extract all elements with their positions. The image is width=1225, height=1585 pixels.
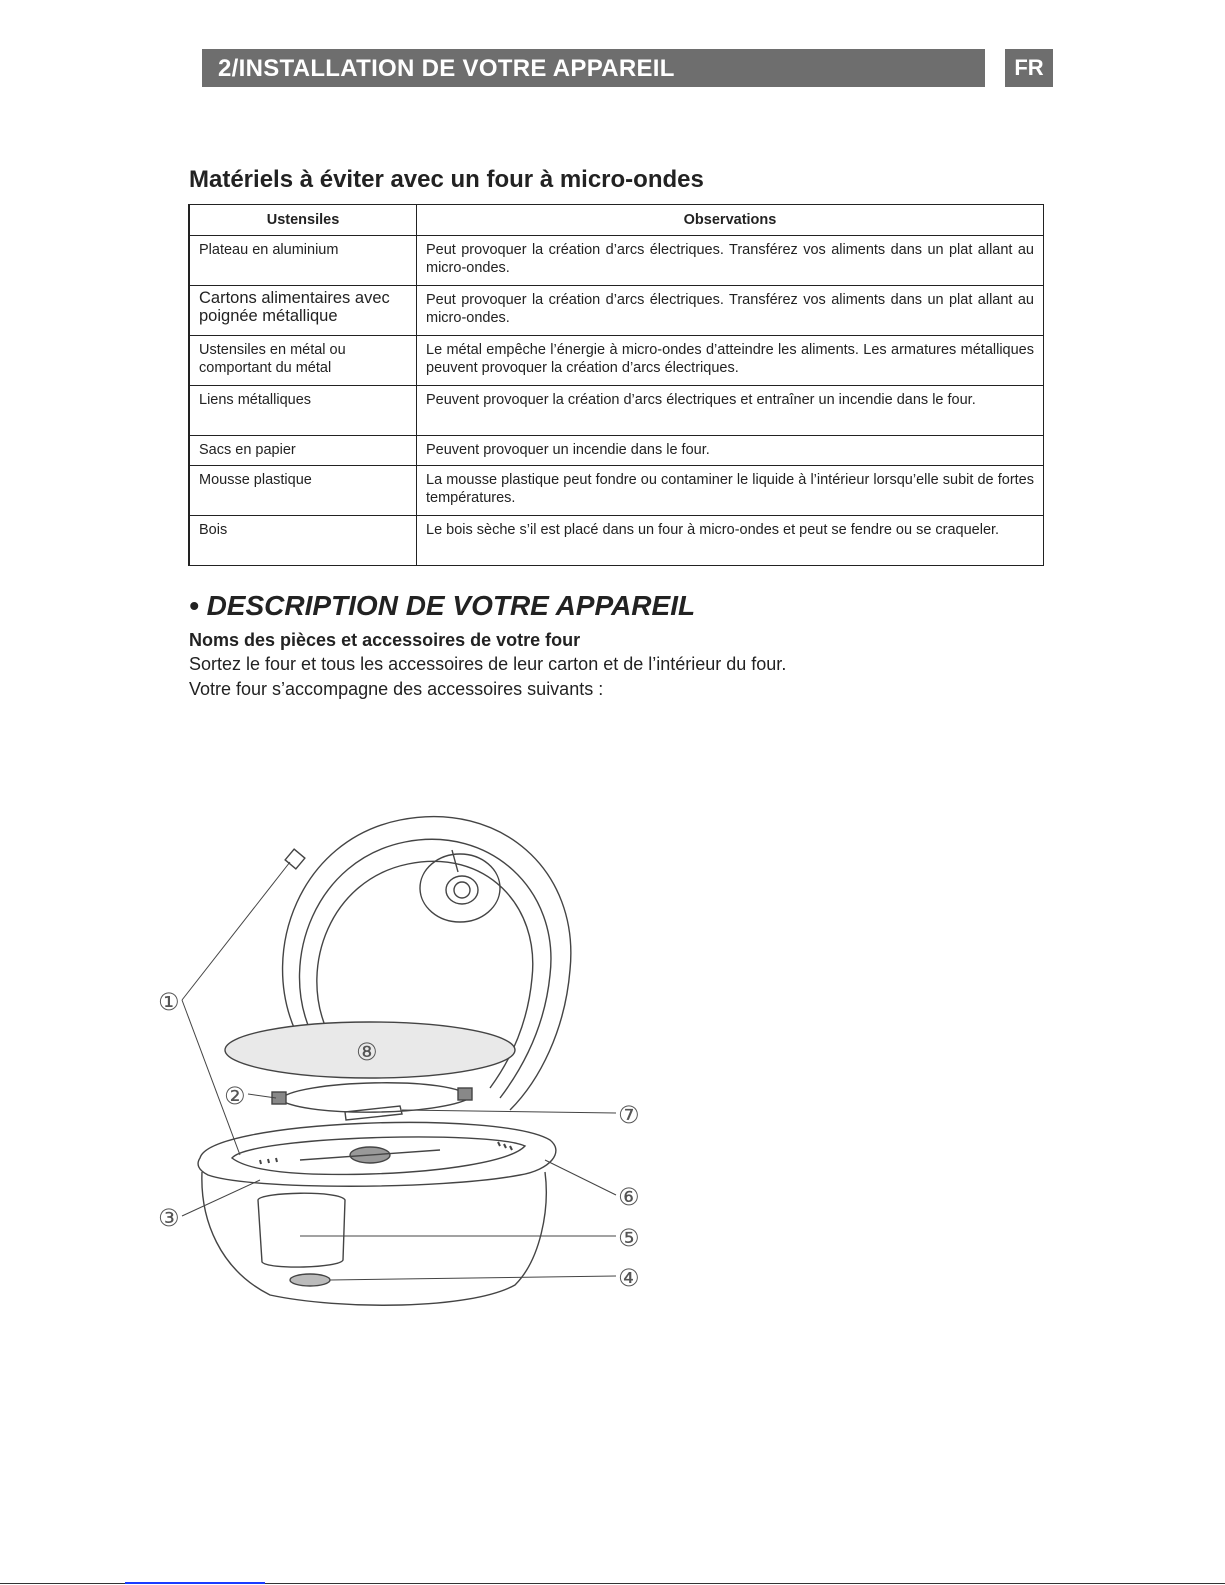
language-badge: FR — [1005, 49, 1053, 87]
observation-cell: Peut provoquer la création d’arcs électriques. Transférez vos aliments dans un plat allant au micro-ondes. — [417, 286, 1044, 336]
ustensile-cell: Plateau en aluminium — [189, 236, 417, 286]
control-panel — [258, 1193, 345, 1267]
coupler — [345, 1106, 402, 1120]
observation-cell: La mousse plastique peut fondre ou contaminer le liquide à l’intérieur lorsqu’elle subit de fortes températures. — [417, 466, 1044, 516]
description-heading: • DESCRIPTION DE VOTRE APPAREIL — [189, 590, 696, 621]
description-line-2: Votre four s’accompagne des accessoires suivants : — [189, 679, 604, 699]
table-row — [189, 336, 1044, 386]
observation-cell: Peuvent provoquer un incendie dans le four. — [417, 436, 1044, 466]
header-observations: Observations — [417, 205, 1044, 236]
observation-cell: Peut provoquer la création d’arcs électriques. Transférez vos aliments dans un plat allant au micro-ondes. — [417, 236, 1044, 286]
section-header-title: 2/INSTALLATION DE VOTRE APPAREIL — [218, 55, 675, 82]
header-ustensiles: Ustensiles — [189, 205, 417, 236]
callout-2: ② — [224, 1082, 246, 1110]
materials-table — [188, 204, 1044, 566]
oven-base-body — [202, 1172, 546, 1305]
ustensile-cell: Sacs en papier — [189, 436, 417, 466]
materials-title: Matériels à éviter avec un four à micro-ondes — [189, 166, 704, 193]
table-row — [189, 236, 1044, 286]
table-row — [189, 436, 1044, 466]
observation-cell: Peuvent provoquer la création d’arcs électriques et entraîner un incendie dans le four. — [417, 386, 1044, 436]
footer-link-underline — [125, 1582, 265, 1584]
callout-3: ③ — [158, 1204, 180, 1232]
callout-1: ① — [158, 988, 180, 1016]
table-row — [189, 386, 1044, 436]
ustensile-cell: Bois — [189, 516, 417, 566]
callout-7: ⑦ — [618, 1101, 640, 1129]
callout-6: ⑥ — [618, 1183, 640, 1211]
description-subheading: Noms des pièces et accessoires de votre four — [189, 630, 581, 650]
oven-foot — [290, 1274, 330, 1286]
callout-5: ⑤ — [618, 1224, 640, 1252]
callout-4: ④ — [618, 1264, 640, 1292]
lid-sensor-icon — [285, 849, 305, 869]
table-row — [189, 516, 1044, 566]
roller-ring — [280, 1083, 470, 1112]
callout-8: ⑧ — [356, 1038, 378, 1066]
table-row — [189, 286, 1044, 336]
ustensile-cell: Ustensiles en métal ou comportant du métal — [189, 336, 417, 386]
section-header-bar — [202, 49, 985, 87]
table-row — [189, 466, 1044, 516]
observation-cell: Le bois sèche s’il est placé dans un four à micro-ondes et peut se fendre ou se craqueler. — [417, 516, 1044, 566]
description-line-1: Sortez le four et tous les accessoires de leur carton et de l’intérieur du four. — [189, 654, 787, 674]
drive-motor-icon — [300, 1147, 440, 1163]
observation-cell: Le métal empêche l’énergie à micro-ondes d’atteindre les aliments. Les armatures métalliques peuvent provoquer la création d’arcs électriques. — [417, 336, 1044, 386]
table-header-row — [189, 205, 1044, 236]
oven-parts-diagram — [140, 780, 660, 1320]
ustensile-cell: Mousse plastique — [189, 466, 417, 516]
ustensile-cell: Cartons alimentaires avec poignée métallique — [189, 286, 417, 336]
ustensile-cell: Liens métalliques — [189, 386, 417, 436]
